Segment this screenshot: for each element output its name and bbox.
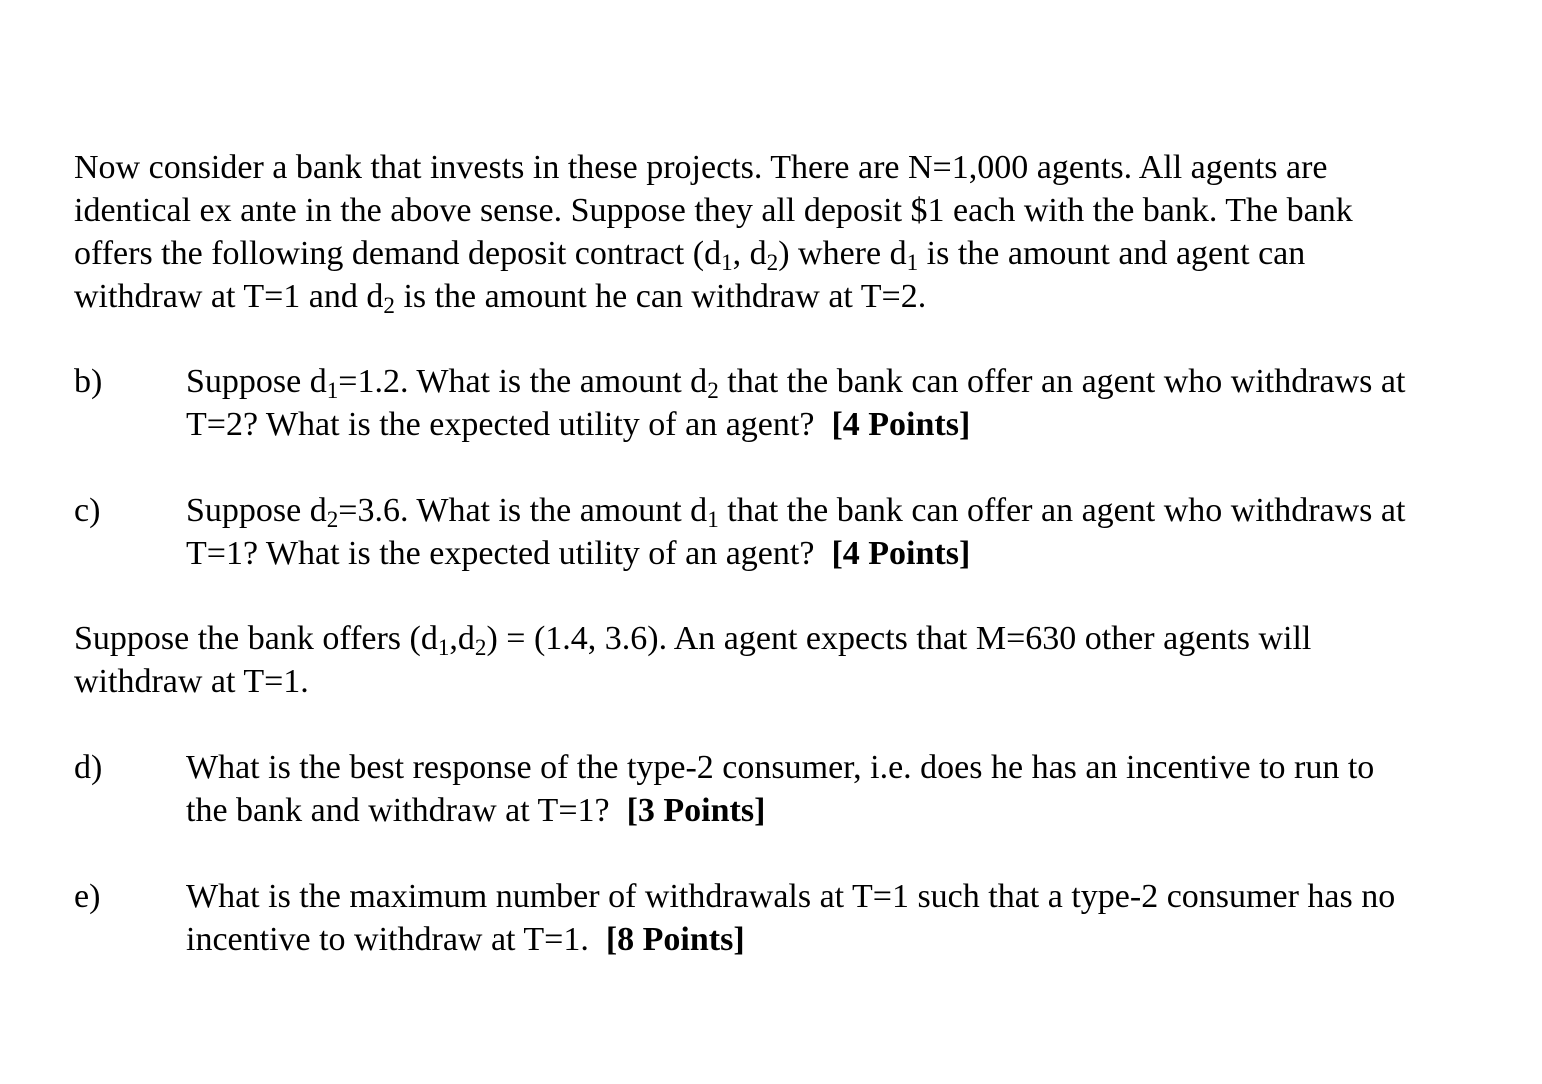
intro-line: Now consider a bank that invests in these projects. There are N=1,000 agents. All agents are [74,149,1328,186]
points-label: [4 Points] [831,535,971,572]
question-text [186,875,1532,961]
question-line: What is the maximum number of withdrawals at T=1 such that a type-2 consumer has no [186,878,1396,915]
intro-line: offers the following demand deposit contract ($d_1$, $d_2$) where $d_1$ is the amount and agent can [74,235,1306,276]
intro-line: identical ex ante in the above sense. Suppose they all deposit $1 each with the bank. The bank [74,192,1353,229]
question-text [186,746,1532,832]
question-text [186,360,1532,446]
question-text [186,489,1532,575]
question-line-text: T=2? What is the expected utility of an agent? [186,406,815,443]
setup-line: withdraw at T=1. [74,663,309,700]
question-letter: d) [74,749,103,786]
points-label: [3 Points] [626,792,766,829]
points-label: [8 Points] [605,921,745,958]
question-line [186,918,1532,961]
question-letter: b) [74,363,103,400]
question-line [186,532,1532,575]
question-line-text: T=1? What is the expected utility of an agent? [186,535,815,572]
question-line: Suppose $d_1=1.2$. What is the amount $d_2$ that the bank can offer an agent who withdraws at [186,363,1406,404]
setup-paragraph [74,617,1514,703]
question-line: Suppose $d_2=3.6$. What is the amount $d_1$ that the bank can offer an agent who withdraws at [186,492,1406,533]
question-line-text: the bank and withdraw at T=1? [186,792,610,829]
question-line [186,403,1532,446]
points-label: [4 Points] [831,406,971,443]
intro-paragraph [74,146,1514,318]
question-letter: e) [74,878,101,915]
question-line: What is the best response of the type-2 consumer, i.e. does he has an incentive to run to [186,749,1375,786]
question-line-text: incentive to withdraw at T=1. [186,921,589,958]
intro-line: withdraw at T=1 and $d_2$ is the amount he can withdraw at T=2. [74,278,927,319]
question-line [186,789,1532,832]
setup-line: Suppose the bank offers $(d_1,d_2) = (1.4$, 3.6). An agent expects that M=630 other agents will [74,620,1312,661]
question-letter: c) [74,492,101,529]
